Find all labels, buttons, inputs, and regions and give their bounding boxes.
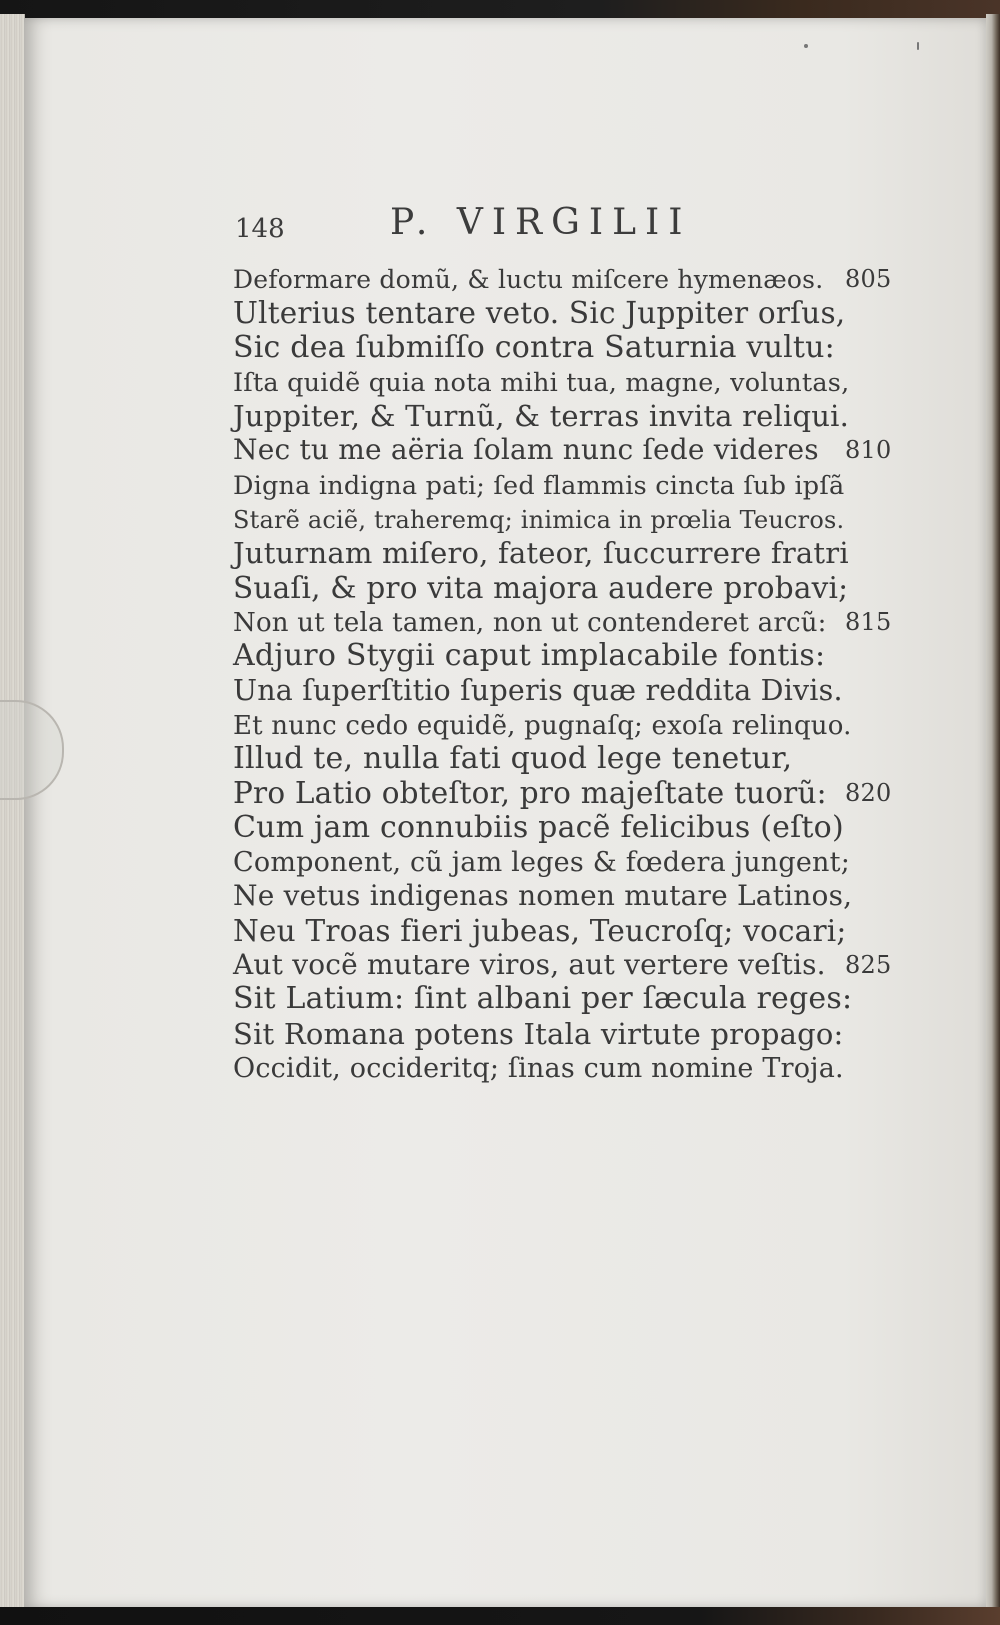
page-header (235, 202, 755, 252)
verse-line (233, 845, 893, 879)
verse-line-text: Starẽ aciẽ, traheremq; inimica in prœlia Teucros. (233, 506, 845, 535)
verse-line-text: Aut vocẽ mutare viros, aut vertere veſtis. (233, 947, 826, 981)
verse-line (233, 468, 893, 502)
verse-text (233, 262, 893, 1085)
verse-line-text: Sit Latium: ſint albani per ſæcula reges: (233, 981, 853, 1017)
verse-line-text: Suaſi, & pro vita majora audere probavi; (233, 570, 849, 605)
verse-line (233, 1051, 893, 1085)
verse-line (233, 605, 893, 639)
verse-line (233, 879, 893, 913)
verse-line-text: Adjuro Stygii caput implacabile fontis: (233, 638, 826, 674)
verse-line-text: Juppiter, & Turnũ, & terras invita reliqui. (233, 399, 849, 434)
paper-speck (804, 44, 808, 48)
verse-line (233, 262, 893, 296)
verse-line-text: Una ſuperſtitio ſuperis quæ reddita Divis. (233, 673, 843, 707)
verse-line-text: Digna indigna pati; ſed flammis cincta ſub ipſã (233, 470, 845, 501)
line-number: 815 (845, 607, 892, 636)
verse-line (233, 982, 893, 1016)
verse-line (233, 776, 893, 810)
verse-line (233, 502, 893, 536)
verse-line-text: Ne vetus indigenas nomen mutare Latinos, (233, 879, 853, 913)
paper-speck (917, 42, 919, 50)
book-right-edge (986, 14, 1000, 1610)
verse-line (233, 948, 893, 982)
line-number: 805 (845, 265, 892, 293)
verse-line-text: Cum jam connubiis pacẽ felicibus (eſto) (233, 809, 844, 845)
verse-line-text: Sic dea ſubmiſſo contra Saturnia vultu: (233, 329, 835, 365)
line-number: 825 (845, 950, 892, 979)
verse-line (233, 571, 893, 605)
page-number: 148 (235, 214, 285, 244)
verse-line (233, 433, 893, 467)
verse-line-text: Deformare domũ, & luctu miſcere hymenæos. (233, 265, 824, 294)
verse-line-text: Ulterius tentare veto. Sic Juppiter orſus, (233, 296, 846, 331)
verse-line-text: Nec tu me aëria ſolam nunc ſede videres (233, 433, 819, 467)
verse-line (233, 639, 893, 673)
verse-line-text: Occidit, occideritq; ſinas cum nomine Troja. (233, 1052, 844, 1084)
page-stack-edge (0, 14, 25, 1610)
verse-line (233, 536, 893, 570)
verse-line (233, 296, 893, 330)
verse-line (233, 674, 893, 708)
verse-line-text: Juturnam miſero, fateor, ſuccurrere fratri (233, 536, 849, 571)
verse-line (233, 365, 893, 399)
verse-line (233, 399, 893, 433)
verse-line (233, 331, 893, 365)
verse-line-text: Sit Romana potens Itala virtute propago: (233, 1016, 844, 1051)
verse-line (233, 1017, 893, 1051)
verse-line-text: Neu Troas fieri jubeas, Teucroſq; vocari; (233, 913, 847, 948)
running-head: P. VIRGILII (390, 202, 692, 243)
verse-line (233, 708, 893, 742)
line-number: 810 (845, 436, 892, 465)
verse-line-text: Iſta quidẽ quia nota mihi tua, magne, voluntas, (233, 367, 850, 398)
verse-line-text: Illud te, nulla fati quod lege tenetur, (233, 741, 793, 777)
verse-line-text: Et nunc cedo equidẽ, pugnaſq; exoſa relinquo. (233, 710, 852, 741)
verse-line-text: Non ut tela tamen, non ut contenderet arcũ: (233, 607, 827, 638)
book-bottom-edge (0, 1607, 1000, 1625)
verse-line (233, 742, 893, 776)
verse-line (233, 811, 893, 845)
verse-line-text: Component, cũ jam leges & fœdera jungent; (233, 847, 850, 879)
verse-line (233, 914, 893, 948)
book-top-edge (0, 0, 1000, 20)
line-number: 820 (845, 779, 892, 808)
verse-line-text: Pro Latio obteſtor, pro majeſtate tuorũ: (233, 776, 827, 811)
